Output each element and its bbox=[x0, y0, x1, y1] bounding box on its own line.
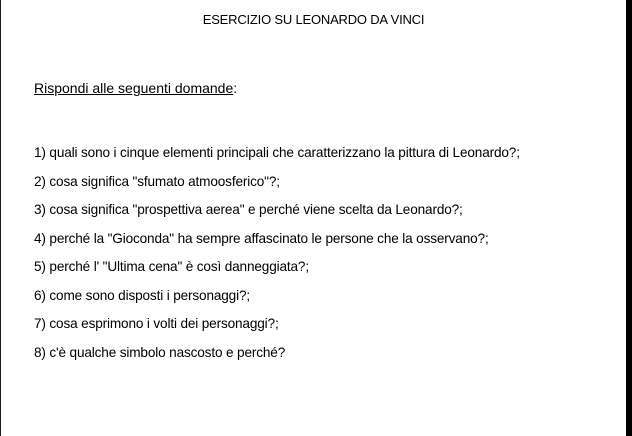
question-item: 1) quali sono i cinque elementi principali che caratterizzano la pittura di Leonardo?; bbox=[34, 145, 520, 160]
question-list bbox=[34, 144, 520, 372]
question-item: 5) perché l' "Ultima cena" è così danneggiata?; bbox=[34, 259, 309, 274]
instruction-line bbox=[34, 78, 237, 98]
instruction-text: Rispondi alle seguenti domande bbox=[34, 80, 234, 96]
instruction-colon: : bbox=[233, 80, 238, 96]
document-title: ESERCIZIO SU LEONARDO DA VINCI bbox=[202, 12, 425, 27]
question-item: 6) come sono disposti i personaggi?; bbox=[34, 287, 251, 303]
question-item: 3) cosa significa "prospettiva aerea" e perché viene scelta da Leonardo?; bbox=[34, 202, 463, 217]
question-item: 7) cosa esprimono i volti dei personaggi?; bbox=[34, 316, 279, 331]
question-item: 2) cosa significa "sfumato atmoosferico"?; bbox=[34, 173, 280, 189]
question-item: 8) c'è qualche simbolo nascosto e perché? bbox=[34, 344, 286, 360]
page-edge-shadow bbox=[626, 0, 632, 436]
question-item: 4) perché la "Gioconda" ha sempre affascinato le persone che la osservano?; bbox=[34, 230, 489, 246]
